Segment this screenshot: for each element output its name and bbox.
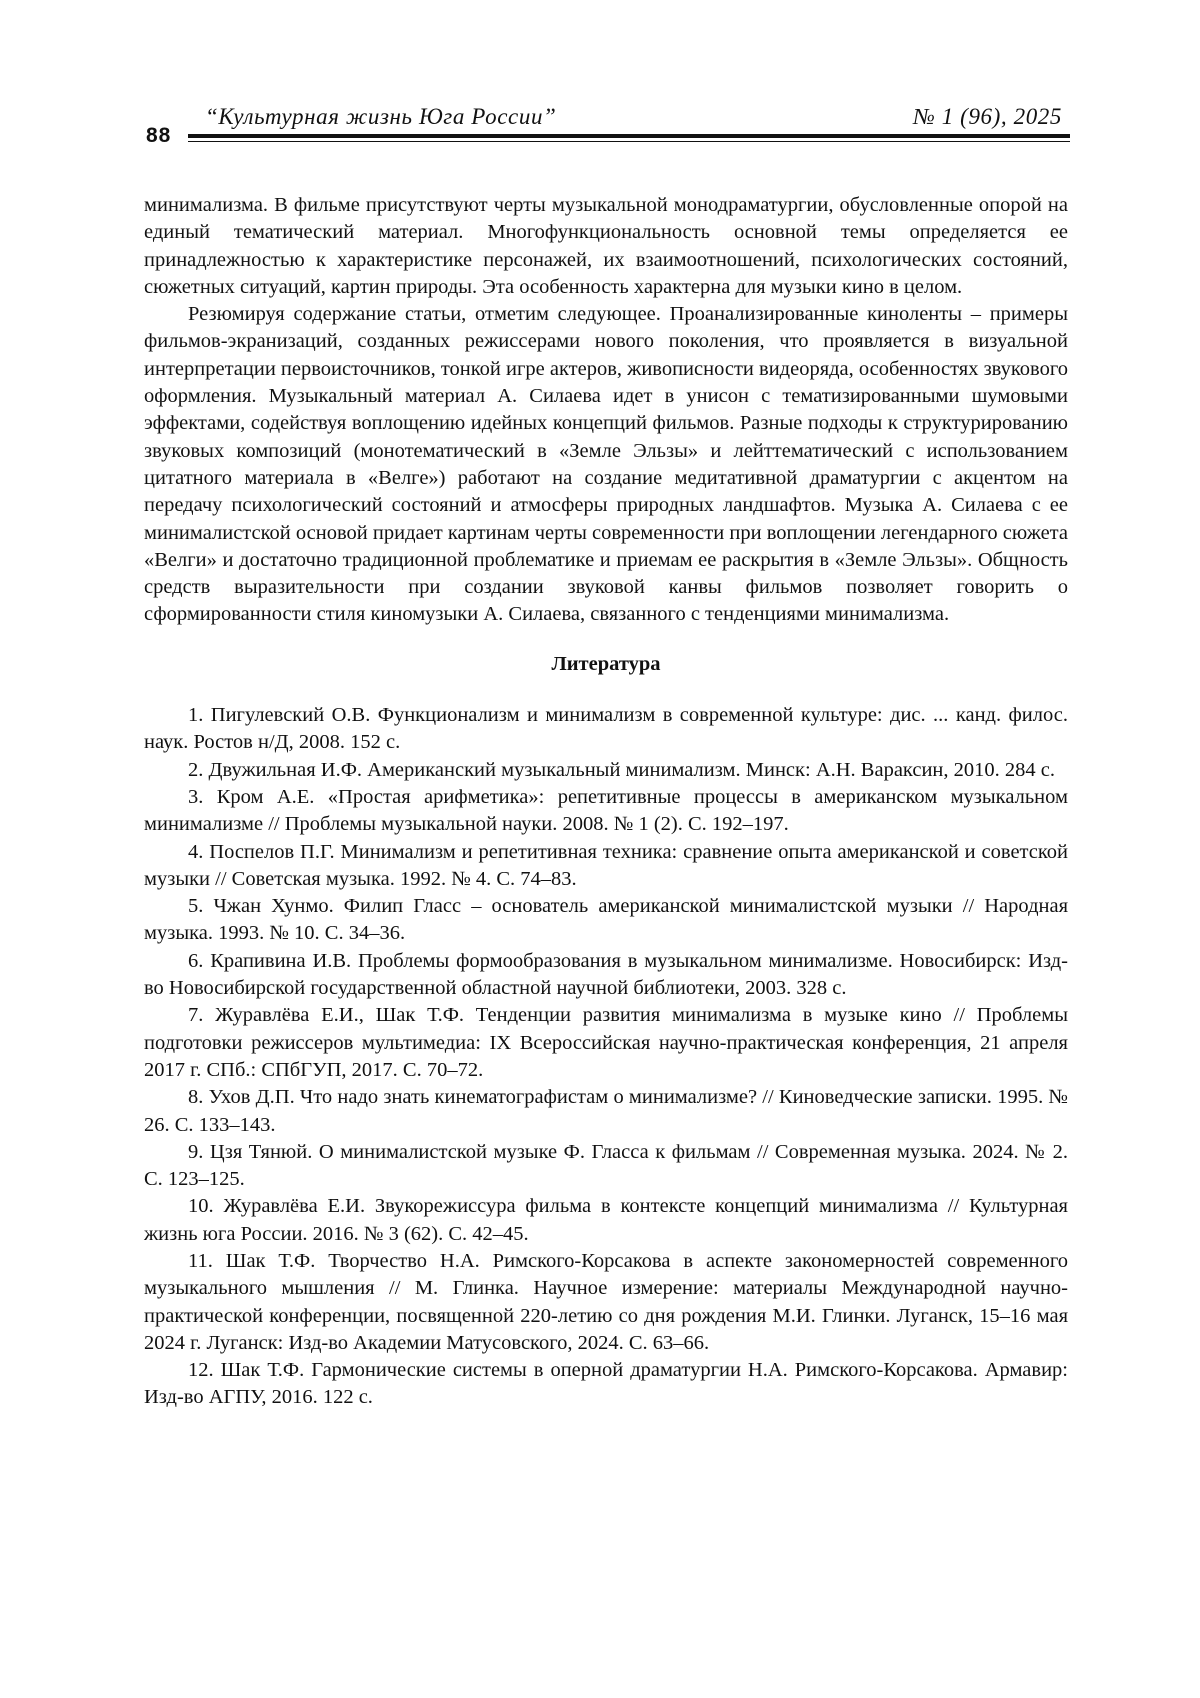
reference-item: 12. Шак Т.Ф. Гармонические системы в оперной драматургии Н.А. Римского-Корсакова. Армавир: Изд-во АГПУ, 2016. 122 с.	[144, 1357, 1068, 1412]
reference-item: 11. Шак Т.Ф. Творчество Н.А. Римского-Корсакова в аспекте закономерностей современного музыкального мышления // М. Глинка. Научное измерение: материалы Международной научно-практической конференции, посвященной 220-летию со дня рождения М.И. Глинки. Луганск, 15–16 мая 2024 г. Луганск: Изд-во Академии Матусовского, 2024. С. 63–66.	[144, 1248, 1068, 1357]
journal-title: “Культурная жизнь Юга России”	[205, 104, 556, 130]
reference-item: 10. Журавлёва Е.И. Звукорежиссура фильма в контексте концепций минимализма // Культурная жизнь юга России. 2016. № 3 (62). С. 42–45.	[144, 1193, 1068, 1248]
reference-item: 9. Цзя Тянюй. О минималистской музыке Ф. Гласса к фильмам // Современная музыка. 2024. № 2. С. 123–125.	[144, 1139, 1068, 1194]
reference-item: 5. Чжан Хунмо. Филип Гласс – основатель американской минималистской музыки // Народная музыка. 1993. № 10. С. 34–36.	[144, 893, 1068, 948]
reference-item: 2. Двужильная И.Ф. Американский музыкальный минимализм. Минск: А.Н. Вараксин, 2010. 284 с.	[144, 757, 1068, 784]
article-body	[144, 192, 1068, 1412]
header-rule-thin	[188, 141, 1070, 142]
reference-item: 6. Крапивина И.В. Проблемы формообразования в музыкальном минимализме. Новосибирск: Изд-во Новосибирской государственной областной научной библиотеки, 2003. 328 с.	[144, 948, 1068, 1003]
page-number: 88	[146, 124, 171, 148]
reference-item: 4. Поспелов П.Г. Минимализм и репетитивная техника: сравнение опыта американской и советской музыки // Советская музыка. 1992. № 4. С. 74–83.	[144, 839, 1068, 894]
literature-heading: Литература	[144, 651, 1068, 678]
body-paragraph: Резюмируя содержание статьи, отметим следующее. Проанализированные киноленты – примеры фильмов-экранизаций, созданных режиссерами нового поколения, что проявляется в визуальной интерпретации первоисточников, тонкой игре актеров, живописности видеоряда, особенностях звукового оформления. Музыкальный материал А. Силаева идет в унисон с тематизированными шумовыми эффектами, содействуя воплощению идейных концепций фильмов. Разные подходы к структурированию звуковых композиций (монотематический в «Земле Эльзы» и лейттематический с использованием цитатного материала в «Велге») работают на создание медитативной драматургии с акцентом на передачу психологический состояний и атмосферы природных ландшафтов. Музыка А. Силаева с ее минималистской основой придает картинам черты современности при воплощении легендарного сюжета «Велги» и достаточно традиционной проблематике и приемам ее раскрытия в «Земле Эльзы». Общность средств выразительности при создании звуковой канвы фильмов позволяет говорить о сформированности стиля киномузыки А. Силаева, связанного с тенденциями минимализма.	[144, 301, 1068, 629]
body-paragraph: минимализма. В фильме присутствуют черты музыкальной монодраматургии, обусловленные опорой на единый тематический материал. Многофункциональность основной темы определяется ее принадлежностью к характеристике персонажей, их взаимоотношений, психологических состояний, сюжетных ситуаций, картин природы. Эта особенность характерна для музыки кино в целом.	[144, 192, 1068, 301]
reference-item: 1. Пигулевский О.В. Функционализм и минимализм в современной культуре: дис. ... канд. филос. наук. Ростов н/Д, 2008. 152 с.	[144, 702, 1068, 757]
header-rule	[188, 134, 1070, 138]
reference-item: 3. Кром А.Е. «Простая арифметика»: репетитивные процессы в американском музыкальном минимализме // Проблемы музыкальной науки. 2008. № 1 (2). С. 192–197.	[144, 784, 1068, 839]
reference-item: 7. Журавлёва Е.И., Шак Т.Ф. Тенденции развития минимализма в музыке кино // Проблемы подготовки режиссеров мультимедиа: IX Всероссийская научно-практическая конференция, 21 апреля 2017 г. СПб.: СПбГУП, 2017. С. 70–72.	[144, 1002, 1068, 1084]
reference-list	[144, 702, 1068, 1412]
reference-item: 8. Ухов Д.П. Что надо знать кинематографистам о минимализме? // Киноведческие записки. 1995. № 26. С. 133–143.	[144, 1084, 1068, 1139]
issue-number: № 1 (96), 2025	[913, 104, 1062, 130]
